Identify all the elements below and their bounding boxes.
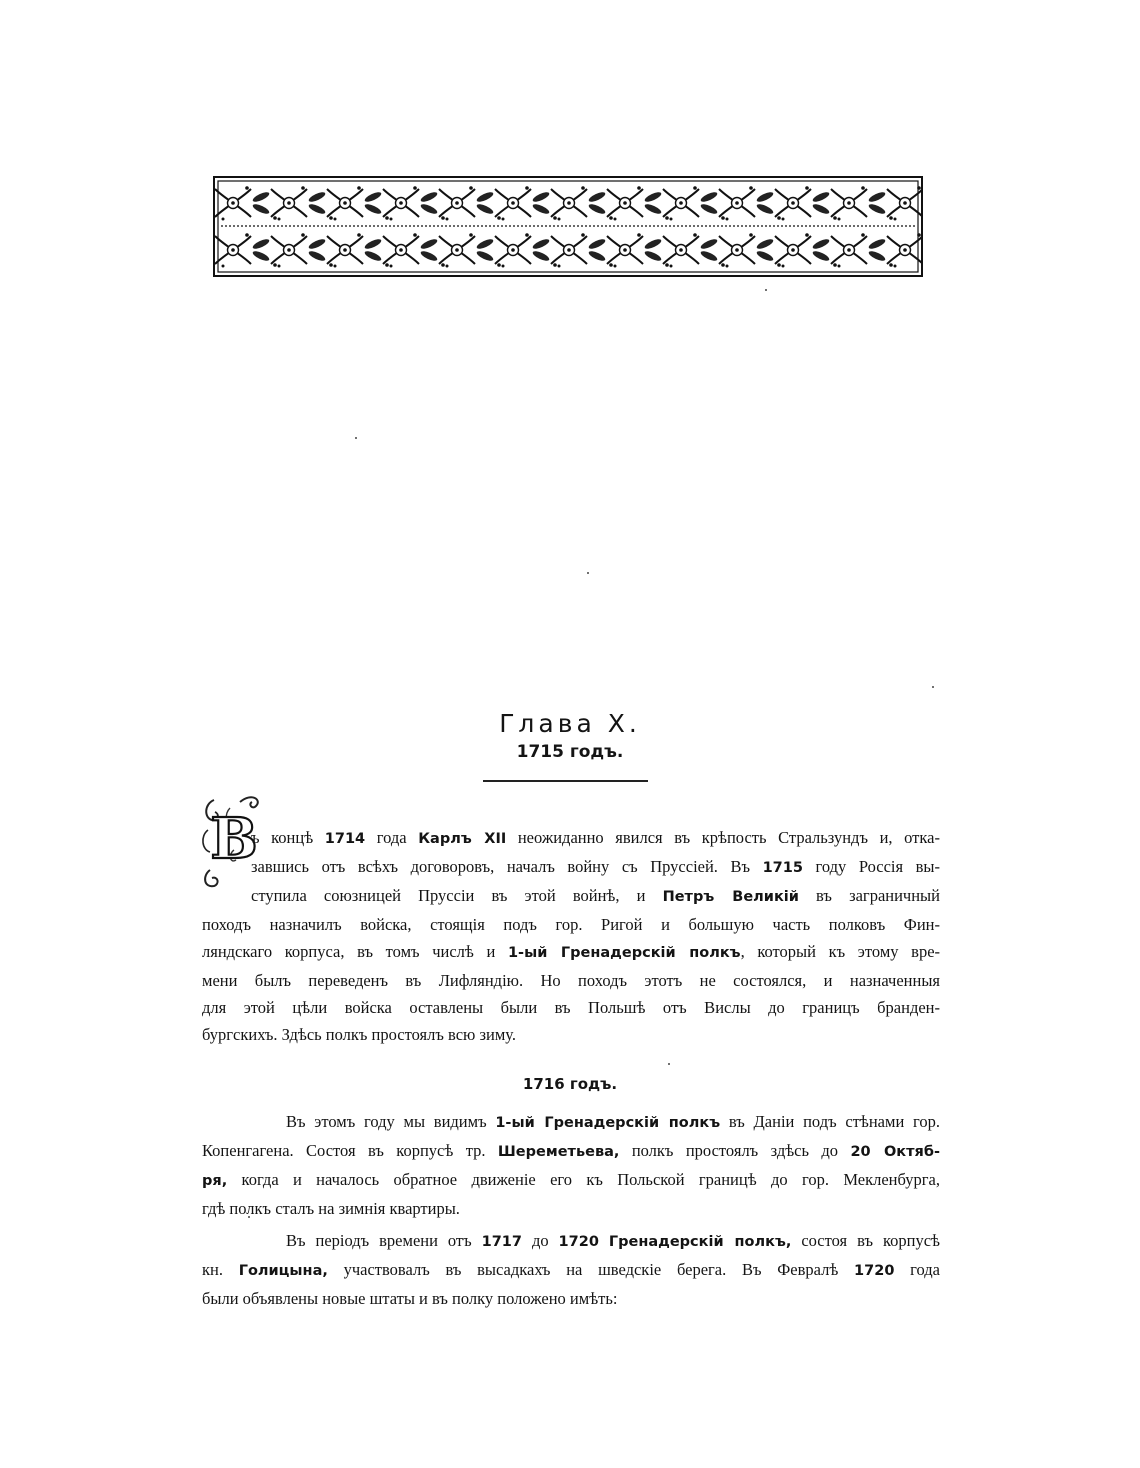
text-line xyxy=(202,1285,940,1312)
text-run: состоя въ корпусѣ xyxy=(791,1231,941,1250)
text-line xyxy=(202,967,940,994)
text-run: , который къ этому вре- xyxy=(740,942,941,961)
bold-run: Петръ Великій xyxy=(662,889,799,905)
text-run: Въ періодъ времени отъ xyxy=(286,1231,482,1250)
text-run: Копенгагена. Состоя въ корпусѣ тр. xyxy=(202,1141,498,1160)
text-line xyxy=(202,1137,940,1166)
text-run: были объявлены новые штаты и въ полку положено имѣть: xyxy=(202,1289,618,1308)
text-run: гдѣ полкъ сталъ на зимнія квартиры. xyxy=(202,1199,460,1218)
text-run: года xyxy=(365,828,419,847)
scan-speck xyxy=(355,437,357,439)
text-line xyxy=(202,1195,940,1222)
year-heading-1715: 1715 годъ. xyxy=(516,742,624,762)
scan-speck xyxy=(668,1063,670,1065)
bold-run: 1717 xyxy=(481,1234,522,1250)
text-line xyxy=(202,1256,940,1285)
text-run: въ заграничный xyxy=(798,886,940,905)
text-run: ступила союзницей Пруссіи въ этой войнѣ, и xyxy=(251,886,663,905)
text-line xyxy=(202,1166,940,1195)
text-line xyxy=(202,1108,940,1137)
text-run: года xyxy=(894,1260,940,1279)
paragraph-1715 xyxy=(202,824,940,1048)
text-line xyxy=(202,853,940,882)
bold-run: Голицына, xyxy=(238,1263,328,1279)
bold-run: ря, xyxy=(202,1173,228,1189)
text-line xyxy=(202,994,940,1021)
text-line xyxy=(202,911,940,938)
text-run: въ Даніи подъ стѣнами гор. xyxy=(720,1112,940,1131)
text-run: походъ назначилъ войска, стоящія подъ гор. Ригой и большую часть полковъ Фин- xyxy=(202,915,940,934)
text-run: мени былъ переведенъ въ Лифляндію. Но походъ этотъ не состоялся, и назначенныя xyxy=(202,971,940,990)
bold-run: Карлъ XII xyxy=(418,831,507,847)
floral-border-ornament-icon xyxy=(213,176,923,277)
bold-run: 20 Октяб- xyxy=(850,1144,940,1160)
text-run xyxy=(599,1231,609,1250)
scan-speck xyxy=(587,572,589,574)
text-line xyxy=(202,1021,940,1048)
scan-speck xyxy=(932,686,934,688)
text-run: завшись отъ всѣхъ договоровъ, началъ войну съ Пруссіей. Въ xyxy=(251,857,763,876)
text-run: полкъ простоялъ здѣсь до xyxy=(619,1141,851,1160)
header-ornament xyxy=(213,176,923,277)
text-run: бургскихъ. Здѣсь полкъ простоялъ всю зиму. xyxy=(202,1025,517,1044)
chapter-title: Глава X. xyxy=(499,708,641,738)
text-run: году Россія вы- xyxy=(802,857,940,876)
paragraph-1716 xyxy=(202,1108,940,1312)
text-run: ляндскаго корпуса, въ томъ числѣ и xyxy=(202,942,508,961)
bold-run: 1714 xyxy=(324,831,366,847)
text-line xyxy=(202,882,940,911)
year-heading-1716: 1716 годъ. xyxy=(522,1075,618,1093)
text-run: Въ этомъ году мы видимъ xyxy=(286,1112,496,1131)
bold-run: 1-ый Гренадерскій полкъ xyxy=(507,945,741,961)
text-run: до xyxy=(521,1231,559,1250)
text-run: неожиданно явился въ крѣпость Стральзундъ и, отка- xyxy=(506,828,940,847)
text-line xyxy=(202,824,940,853)
text-run: для этой цѣли войска оставлены были въ Польшѣ отъ Вислы до границъ бранден- xyxy=(202,998,940,1017)
scan-speck xyxy=(765,289,767,291)
text-run: ъ концѣ xyxy=(251,828,325,847)
svg-text:В: В xyxy=(210,806,258,872)
text-line xyxy=(202,1227,940,1256)
title-divider xyxy=(483,780,648,782)
bold-run: 1720 xyxy=(854,1263,895,1279)
bold-run: Шереметьева, xyxy=(497,1144,620,1160)
bold-run: Гренадерскій полкъ, xyxy=(608,1234,792,1250)
text-line xyxy=(202,938,940,967)
bold-run: 1-ый Гренадерскій полкъ xyxy=(495,1115,721,1131)
text-run: кн. xyxy=(202,1260,239,1279)
bold-run: 1720 xyxy=(558,1234,599,1250)
text-run: участвовалъ въ высадкахъ на шведскіе берега. Въ Февралѣ xyxy=(327,1260,855,1279)
text-run: когда и началось обратное движеніе его къ Польской границѣ до гор. Мекленбурга, xyxy=(227,1170,940,1189)
bold-run: 1715 xyxy=(762,860,803,876)
